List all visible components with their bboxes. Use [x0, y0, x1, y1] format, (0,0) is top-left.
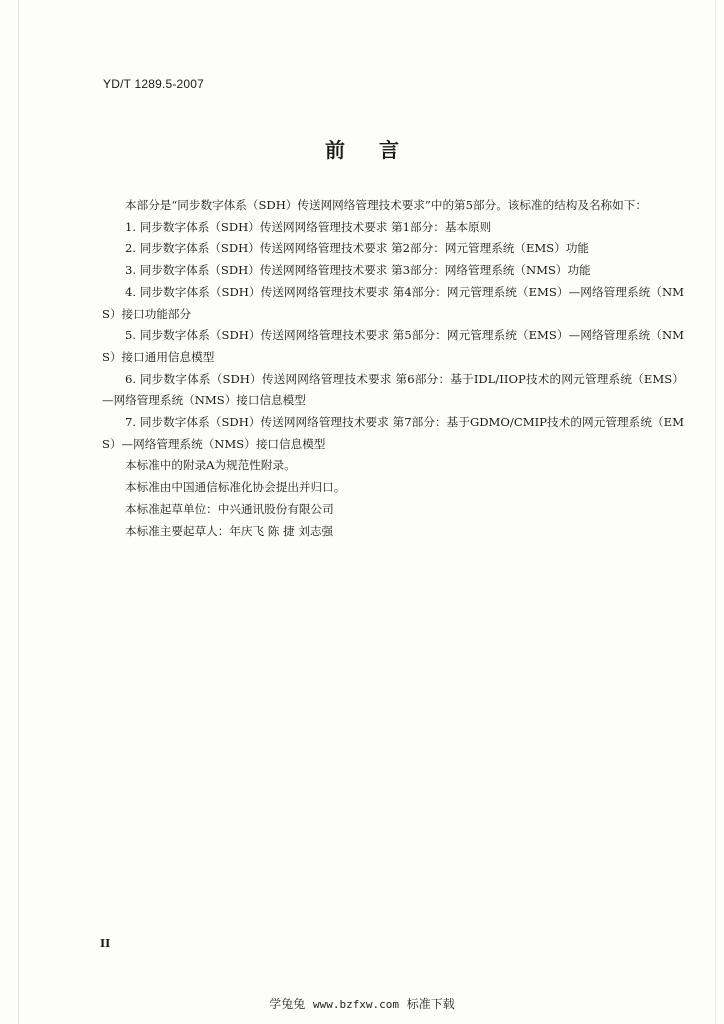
proposer-note: 本标准由中国通信标准化协会提出并归口。 [125, 480, 346, 495]
part-list-item: 7. 同步数字体系（SDH）传送网网络管理技术要求 第7部分：基于GDMO/CMIP技术的网元管理系统（EMS）—网络管理系统（NMS）接口信息模型 [102, 415, 684, 451]
part-list-item: 5. 同步数字体系（SDH）传送网网络管理技术要求 第5部分：网元管理系统（EMS）—网络管理系统（NMS）接口通用信息模型 [102, 328, 684, 364]
page-title: 前言 [325, 138, 433, 162]
part-list-item: 3. 同步数字体系（SDH）传送网网络管理技术要求 第3部分：网络管理系统（NMS）功能 [125, 263, 591, 278]
part-list-item: 6. 同步数字体系（SDH）传送网网络管理技术要求 第6部分：基于IDL/IIOP技术的网元管理系统（EMS）—网络管理系统（NMS）接口信息模型 [102, 371, 684, 408]
drafters: 本标准主要起草人：年庆飞 陈 捷 刘志强 [125, 523, 334, 538]
drafting-unit: 本标准起草单位：中兴通讯股份有限公司 [125, 501, 334, 516]
footer-watermark [0, 995, 724, 1012]
annex-note: 本标准中的附录A为规范性附录。 [125, 458, 296, 473]
footer-label: 标准下载 [406, 997, 455, 1011]
page-number: II [100, 937, 111, 950]
footer-url: www.bzfxw.com [312, 998, 400, 1011]
intro-paragraph: 本部分是“同步数字体系（SDH）传送网网络管理技术要求”中的第5部分。该标准的结构及名称如下： [125, 198, 647, 212]
part-list-item: 2. 同步数字体系（SDH）传送网网络管理技术要求 第2部分：网元管理系统（EMS）功能 [125, 241, 590, 256]
part-list-item: 1. 同步数字体系（SDH）传送网网络管理技术要求 第1部分：基本原则 [125, 219, 492, 234]
part-list-item: 4. 同步数字体系（SDH）传送网网络管理技术要求 第4部分：网元管理系统（EMS）—网络管理系统（NMS）接口功能部分 [102, 284, 684, 321]
preface-body [102, 195, 684, 542]
standard-code: YD/T 1289.5-2007 [103, 77, 205, 91]
footer-site-name: 学兔兔 [269, 997, 306, 1011]
